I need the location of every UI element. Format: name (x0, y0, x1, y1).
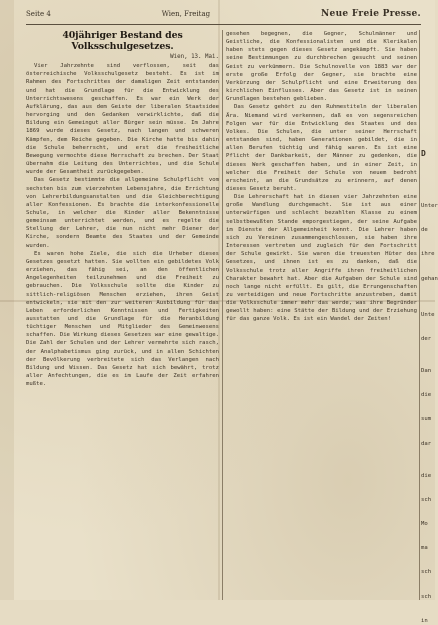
edge-text-fragment: sum (421, 416, 432, 423)
article-paragraph: Das Gesetz gehört zu den Ruhmestiteln der liberalen Ära. Niemand wird verkennen, daß es von segensreichen Folgen war für die Entwicklung des Staates und des Volkes. Die Schulen, die unter seiner Herrschaft entstanden sind, haben Generationen gebildet, die in allen Berufen tüchtig und fähig waren. Es ist eine Pflicht der Dankbarkeit, der Männer zu gedenken, die dieses Werk geschaffen haben, und in einer Zeit, in welcher die Freiheit der Schule von neuem bedroht erscheint, an die Grundsätze zu erinnern, auf denen dieses Gesetz beruht. (226, 104, 417, 192)
issue-date: Wien, Freitag (161, 10, 211, 18)
edge-text-fragment: dar (421, 440, 432, 447)
adjacent-column-fragment (421, 30, 438, 624)
edge-text-fragment: ihre (421, 251, 435, 258)
article-paragraph: gesehen begegnen, die Gegner, Schulmänner und Geistliche, die Konfessionalisten und die Klerikalen haben stets gegen dieses Gesetz angekämpft. Sie haben seine Bestimmungen zu durchbrechen gesucht und seinen Geist zu verkümmern. Die Schulnovelle von 1883 war der erste große Erfolg der Gegner, sie brachte eine Verkürzung der Schulpflicht und eine Erweiterung des kirchlichen Einflusses. Aber das Gesetz ist in seinen Grundlagen bestehen geblieben. (226, 31, 417, 103)
article-column-right (226, 30, 417, 600)
edge-text-fragment: sch (421, 593, 432, 600)
edge-text-fragment: sch (421, 569, 432, 576)
column-divider (222, 30, 223, 600)
edge-text-fragment: de (421, 227, 428, 234)
edge-text-fragment: D (421, 149, 426, 158)
edge-text-fragment: die (421, 472, 432, 479)
article-paragraph: Die Lehrerschaft hat in diesen vier Jahrzehnten eine große Wandlung durchgemacht. Sie ist aus einer unterwürfigen und schlecht bezahlten Klasse zu einem selbstbewußten Stande emporgestiegen, der seine Aufgabe im Dienste der Allgemeinheit kennt. Die Lehrer haben sich zu Vereinen zusammengeschlossen, sie haben ihre Interessen vertreten und zugleich für den Fortschritt der Schule gewirkt. Sie waren die treuesten Hüter des Gesetzes, und ihnen ist es zu danken, daß die Volksschule trotz aller Angriffe ihren freiheitlichen Charakter bewahrt hat. Aber die Aufgaben der Schule sind noch lange nicht erfüllt. Es gilt, die Errungenschaften zu verteidigen und neue Fortschritte anzustreben, damit die Volksschule immer mehr das werde, was ihre Begründer gewollt haben: eine Stätte der Bildung und der Erziehung für das ganze Volk. Es ist ein Wandel der Zeiten! (226, 194, 417, 323)
article-paragraph: Vier Jahrzehnte sind verflossen, seit das österreichische Volksschulgesetz besteht. Es ist im Rahmen des Fortschrittes der damaligen Zeit entstanden und hat die Grundlage für die Entwicklung des Unterrichtswesens geschaffen. Es war ein Werk der Aufklärung, das aus dem Geiste der liberalen Staatsidee hervorging und den Gedanken verwirklichte, daß die Bildung ein Gemeingut aller Bürger sein müsse. Im Jahre 1869 wurde dieses Gesetz, nach langen und schweren Kämpfen, dem Reiche gegeben. Die Kirche hatte bis dahin die Schule beherrscht, und erst die freiheitliche Bewegung vermochte diese Herrschaft zu brechen. Der Staat übernahm die Leitung des Unterrichtes, und die Schule wurde der Gesamtheit zurückgegeben. (26, 63, 219, 176)
edge-text-fragment: Unte (421, 311, 435, 318)
article-title: 40jähriger Bestand des Volksschulgesetzes. (62, 30, 183, 52)
edge-text-fragment: Dan (421, 368, 432, 375)
edge-text-fragment: der (421, 335, 432, 342)
newspaper-name: Neue Freie Presse. (321, 9, 421, 19)
article-dateline: Wien, 13. Mai. (170, 54, 219, 60)
article-column-left (26, 30, 219, 600)
edge-text-fragment: sch (421, 496, 432, 503)
edge-text-fragment: die (421, 392, 432, 399)
header-rule (26, 24, 421, 25)
edge-text-fragment: Unter (421, 203, 438, 210)
page-number: Seite 4 (26, 10, 51, 18)
column-divider (419, 30, 420, 600)
article-paragraph: Das Gesetz bestimmte die allgemeine Schulpflicht vom sechsten bis zum vierzehnten Lebensjahre, die Errichtung von Lehrerbildungsanstalten und die Gleichberechtigung aller Konfessionen. Es brachte die interkonfessionelle Schule, in welcher die Kinder aller Bekenntnisse gemeinsam unterrichtet werden, und es regelte die Stellung der Lehrer, die nun nicht mehr Diener der Kirche, sondern Beamte des Staates und der Gemeinde wurden. (26, 177, 219, 249)
article-paragraph: Es waren hohe Ziele, die sich die Urheber dieses Gesetzes gesetzt hatten. Sie wollten ein gebildetes Volk erziehen, das fähig sei, an den öffentlichen Angelegenheiten teilzunehmen und die Freiheit zu gebrauchen. Die Volksschule sollte die Kinder zu sittlich-religiösen Menschen erziehen, ihren Geist entwickeln, sie mit den zur weiteren Ausbildung für das Leben erforderlichen Kenntnissen und Fertigkeiten ausstatten und die Grundlage für die Heranbildung tüchtiger Menschen und Mitglieder des Gemeinwesens schaffen. Die Wirkung dieses Gesetzes war eine gewaltige. Die Zahl der Schulen und der Lehrer vermehrte sich rasch, der Analphabetismus ging zurück, und in allen Schichten der Bevölkerung verbreitete sich das Verlangen nach Bildung und Wissen. Das Gesetz hat sich bewährt, trotz aller Anfechtungen, die es im Laufe der Zeit erfahren mußte. (26, 250, 219, 388)
edge-text-fragment: Mo (421, 521, 428, 528)
edge-text-fragment: ma (421, 545, 428, 552)
edge-text-fragment: gehan (421, 275, 438, 282)
page-header (26, 9, 421, 23)
edge-text-fragment: in (421, 617, 428, 624)
